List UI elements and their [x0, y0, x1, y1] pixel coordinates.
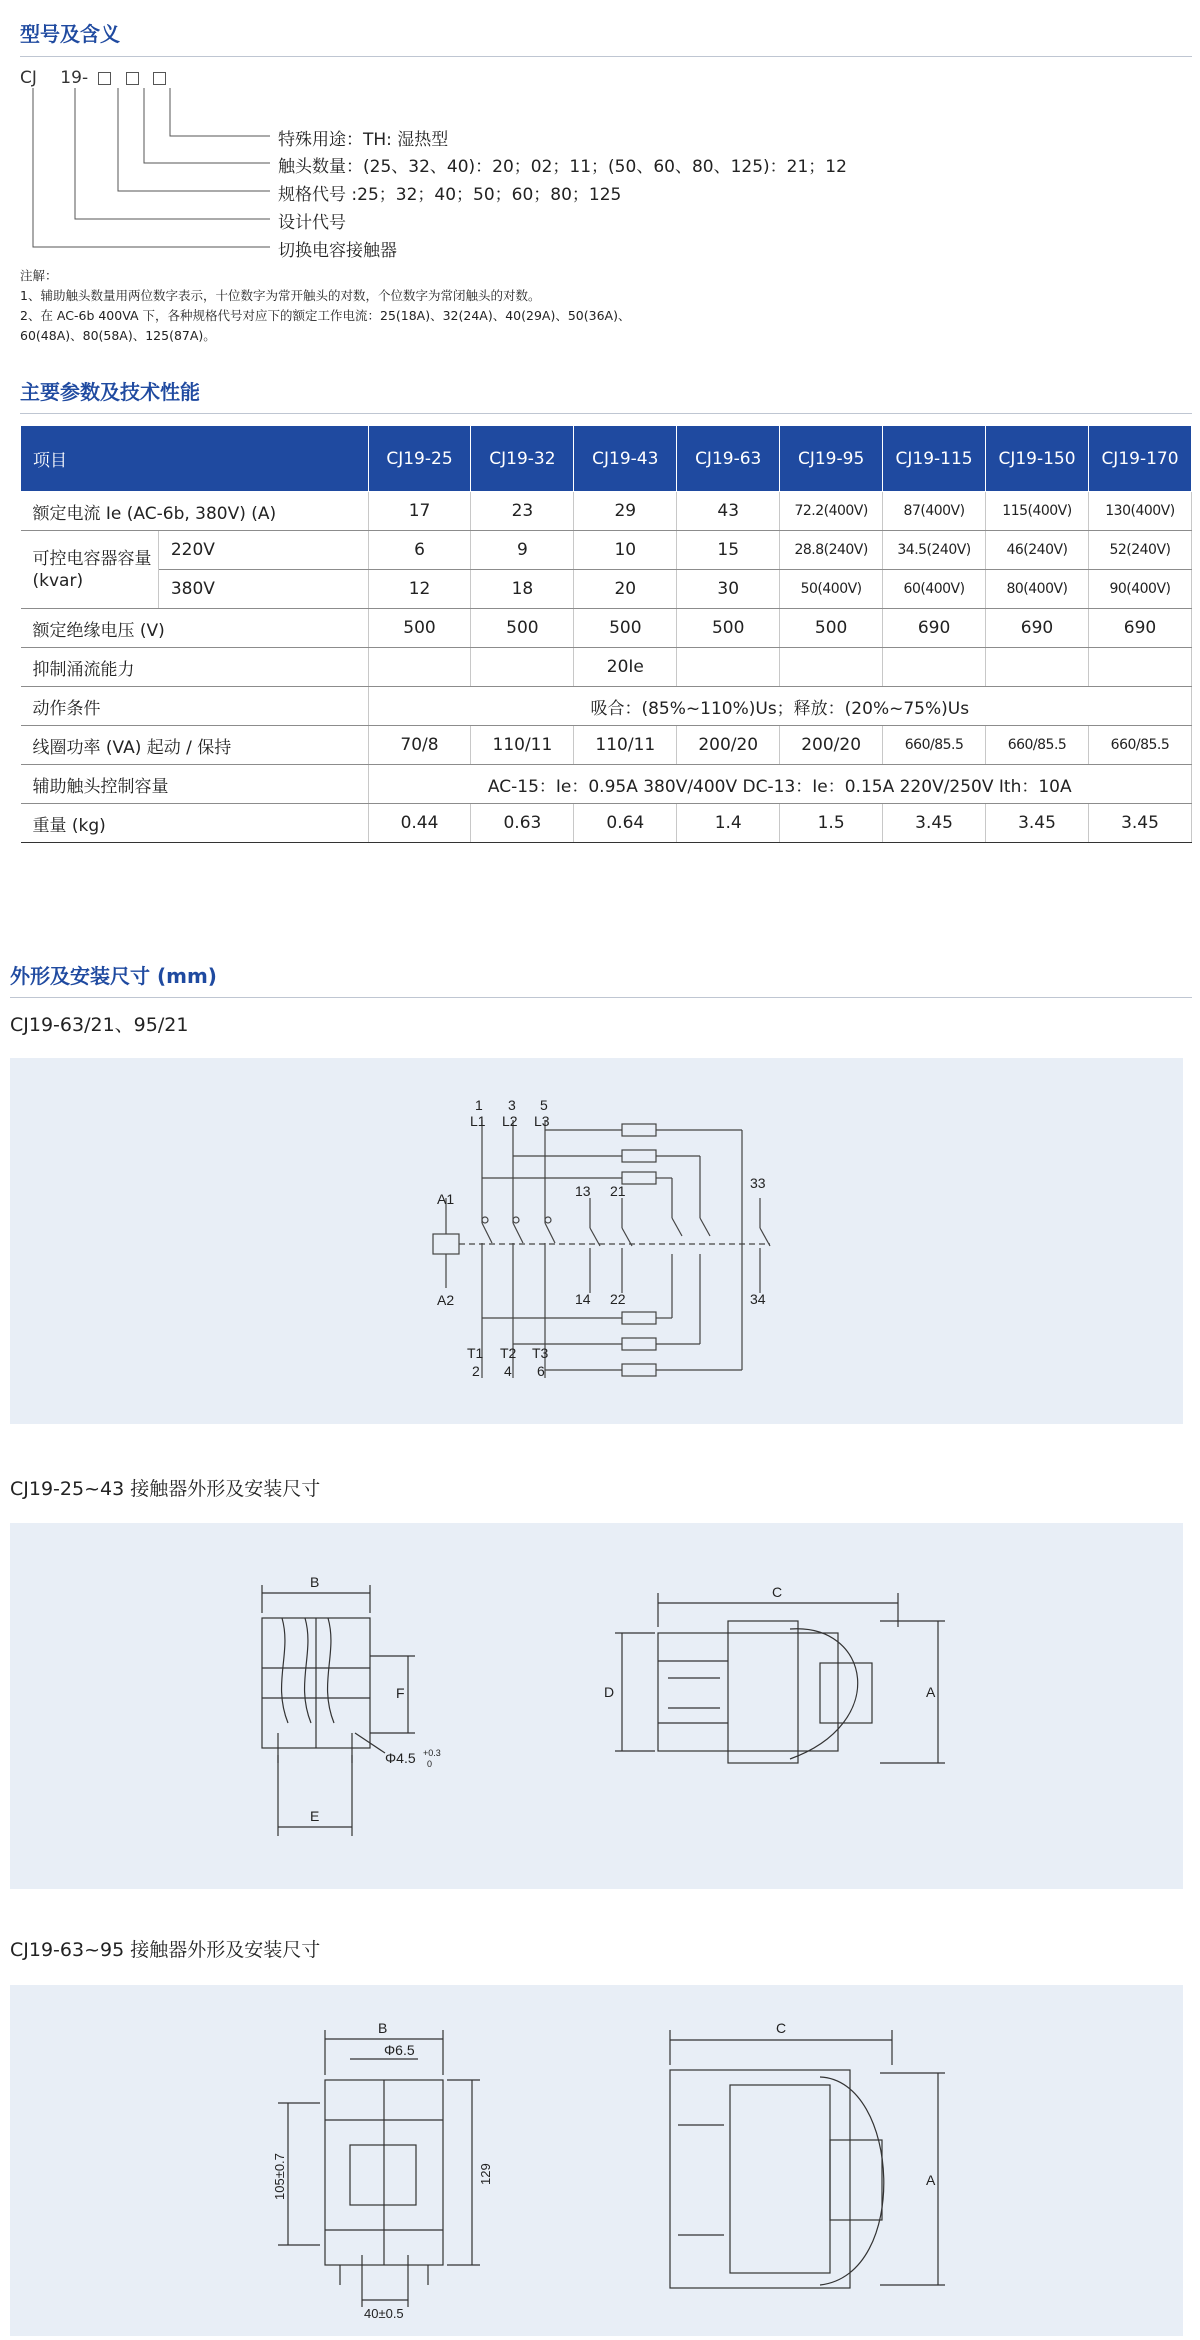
note-1: 1、辅助触头数量用两位数字表示，十位数字为常开触头的对数，个位数字为常闭触头的对数。: [20, 288, 541, 303]
table-row-action: [21, 687, 1192, 726]
coil-a2: A2: [437, 1292, 455, 1308]
table-cell: [883, 648, 986, 687]
subtitle-circuit: CJ19-63/21、95/21: [10, 1014, 189, 1036]
table-cell: 60(400V): [883, 570, 986, 609]
terminal-t3: T3: [532, 1345, 549, 1361]
circuit-panel: [10, 1058, 1183, 1424]
dim-b: B: [310, 1574, 320, 1590]
table-cell: 1.5: [780, 804, 883, 843]
line-l3: L3: [534, 1113, 550, 1129]
table-cell: 200/20: [780, 726, 883, 765]
table-cell: 12: [368, 570, 471, 609]
model-dash: -: [81, 68, 89, 88]
table-cell: 660/85.5: [1088, 726, 1191, 765]
table-cell: 690: [986, 609, 1089, 648]
subtitle-dims-63-95: CJ19-63~95 接触器外形及安装尺寸: [10, 1939, 321, 1961]
table-cell: 500: [368, 609, 471, 648]
table-cell: [677, 648, 780, 687]
table-cell: 3.45: [986, 804, 1089, 843]
dim-tol-low: 0: [427, 1759, 433, 1769]
capacity-unit: (kvar): [32, 570, 84, 591]
dimension-panel-2: [10, 1985, 1183, 2336]
table-cell: 1.4: [677, 804, 780, 843]
dim-c: C: [776, 2020, 787, 2036]
table-cell-merged: AC-15：Ie：0.95A 380V/400V DC-13：Ie：0.15A 220V/250V Ith：10A: [368, 765, 1191, 804]
table-cell: 0.64: [574, 804, 677, 843]
note-2-cont: 60(48A)、80(58A)、125(87A)。: [20, 328, 216, 343]
table-cell: 46(240V): [986, 531, 1089, 570]
table-cell: 30: [677, 570, 780, 609]
header-model: CJ19-43: [574, 426, 677, 492]
table-row-current: [21, 492, 1192, 531]
row-label-capacity: [21, 531, 159, 609]
dim-c: C: [772, 1584, 783, 1600]
table-cell: 10: [574, 531, 677, 570]
table-row-surge: [21, 648, 1192, 687]
model-series: 19: [60, 68, 82, 88]
table-cell: [368, 648, 471, 687]
table-cell: 690: [1088, 609, 1191, 648]
table-row-capacity-380: [21, 570, 1192, 609]
aux-34: 34: [750, 1291, 766, 1307]
table-cell: 3.45: [883, 804, 986, 843]
terminal-t1: T1: [467, 1345, 484, 1361]
terminal-4: 4: [504, 1363, 512, 1379]
row-label: 重量 (kg): [21, 804, 369, 843]
header-model: CJ19-150: [986, 426, 1089, 492]
table-cell: [1088, 648, 1191, 687]
table-row-weight: [21, 804, 1192, 843]
aux-21: 21: [610, 1183, 626, 1199]
table-cell: 6: [368, 531, 471, 570]
model-prefix: CJ: [20, 68, 37, 88]
table-cell: 500: [574, 609, 677, 648]
section-title-params: 主要参数及技术性能: [20, 380, 200, 404]
table-cell: 17: [368, 492, 471, 531]
header-model: CJ19-63: [677, 426, 780, 492]
row-label: 额定绝缘电压 (V): [21, 609, 369, 648]
table-cell: 660/85.5: [883, 726, 986, 765]
table-cell: 500: [677, 609, 780, 648]
table-cell: 9: [471, 531, 574, 570]
table-cell: 18: [471, 570, 574, 609]
table-cell: 110/11: [471, 726, 574, 765]
table-cell: 34.5(240V): [883, 531, 986, 570]
dimension-drawing-2: [10, 1985, 1183, 2336]
dim-f: F: [396, 1685, 405, 1701]
spec-table: [20, 425, 1192, 843]
terminal-1: 1: [475, 1097, 483, 1113]
dim-a: A: [926, 2172, 936, 2188]
aux-14: 14: [575, 1291, 591, 1307]
legend-contact-count: 触头数量：(25、32、40)：20；02；11；(50、60、80、125)：21；12: [278, 157, 847, 177]
dimension-drawing-1: [10, 1523, 1183, 1889]
section-divider: [20, 413, 1192, 414]
table-cell-merged: 吸合：(85%~110%)Us；释放：(20%~75%)Us: [368, 687, 1191, 726]
table-cell: 28.8(240V): [780, 531, 883, 570]
dim-b: B: [378, 2020, 388, 2036]
aux-13: 13: [575, 1183, 591, 1199]
table-header-row: [21, 426, 1192, 492]
header-model: CJ19-95: [780, 426, 883, 492]
row-label: 线圈功率 (VA) 起动 / 保持: [21, 726, 369, 765]
model-leader-lines: [0, 0, 300, 260]
notes-heading: 注解：: [20, 268, 58, 283]
row-label: 抑制涌流能力: [21, 648, 369, 687]
terminal-t2: T2: [500, 1345, 517, 1361]
table-cell: 500: [780, 609, 883, 648]
terminal-2: 2: [472, 1363, 480, 1379]
subtitle-dims-25-43: CJ19-25~43 接触器外形及安装尺寸: [10, 1478, 321, 1500]
table-cell: 80(400V): [986, 570, 1089, 609]
table-row-coil: [21, 726, 1192, 765]
table-cell: 23: [471, 492, 574, 531]
coil-a1: A1: [437, 1191, 455, 1207]
table-cell: 15: [677, 531, 780, 570]
terminal-6: 6: [537, 1363, 545, 1379]
table-cell: [780, 648, 883, 687]
table-cell: 72.2(400V): [780, 492, 883, 531]
circuit-diagram: [10, 1058, 1183, 1424]
table-cell: 90(400V): [1088, 570, 1191, 609]
table-cell: 87(400V): [883, 492, 986, 531]
table-cell: 52(240V): [1088, 531, 1191, 570]
table-cell: 130(400V): [1088, 492, 1191, 531]
legend-product-name: 切换电容接触器: [278, 241, 397, 261]
header-model: CJ19-115: [883, 426, 986, 492]
capacity-label: 可控电容器容量: [32, 548, 152, 569]
dim-hole: Φ4.5: [385, 1750, 416, 1766]
table-cell: 660/85.5: [986, 726, 1089, 765]
header-model: CJ19-170: [1088, 426, 1191, 492]
header-item: 项目: [21, 426, 369, 492]
dim-129: 129: [478, 2163, 493, 2185]
table-cell: 3.45: [1088, 804, 1191, 843]
dim-e: E: [310, 1808, 320, 1824]
dim-hole: Φ6.5: [384, 2042, 415, 2058]
table-cell: [986, 648, 1089, 687]
dim-d: D: [604, 1684, 615, 1700]
notes-block: [20, 266, 630, 346]
row-label: 动作条件: [21, 687, 369, 726]
dimension-panel-1: [10, 1523, 1183, 1889]
dim-a: A: [926, 1684, 936, 1700]
table-cell: 29: [574, 492, 677, 531]
table-cell: 115(400V): [986, 492, 1089, 531]
header-model: CJ19-25: [368, 426, 471, 492]
table-cell: 70/8: [368, 726, 471, 765]
table-cell: 690: [883, 609, 986, 648]
legend-spec-code: 规格代号 :25；32；40；50；60；80；125: [278, 185, 622, 205]
row-sublabel: 380V: [158, 570, 368, 609]
table-cell: [471, 648, 574, 687]
legend-special-use: 特殊用途：TH: 湿热型: [278, 130, 449, 150]
section-divider: [10, 997, 1192, 998]
table-row-aux: [21, 765, 1192, 804]
table-cell: 50(400V): [780, 570, 883, 609]
line-l2: L2: [502, 1113, 518, 1129]
row-sublabel: 220V: [158, 531, 368, 570]
row-label: 辅助触头控制容量: [21, 765, 369, 804]
table-row-capacity-220: [21, 531, 1192, 570]
table-cell: 20: [574, 570, 677, 609]
table-cell: 110/11: [574, 726, 677, 765]
terminal-5: 5: [540, 1097, 548, 1113]
table-cell: 0.44: [368, 804, 471, 843]
note-2: 2、在 AC-6b 400VA 下，各种规格代号对应下的额定工作电流：25(18A)、32(24A)、40(29A)、50(36A)、: [20, 308, 631, 323]
line-l1: L1: [470, 1113, 486, 1129]
table-cell: 0.63: [471, 804, 574, 843]
section-title-model: 型号及含义: [20, 22, 120, 46]
legend-design-code: 设计代号: [278, 213, 346, 233]
terminal-3: 3: [508, 1097, 516, 1113]
aux-22: 22: [610, 1291, 626, 1307]
table-cell: 500: [471, 609, 574, 648]
table-cell: 200/20: [677, 726, 780, 765]
dim-width: 40±0.5: [364, 2306, 404, 2321]
section-title-dimensions: 外形及安装尺寸 (mm): [10, 964, 217, 988]
table-cell: 43: [677, 492, 780, 531]
row-label: 额定电流 Ie (AC-6b, 380V) (A): [21, 492, 369, 531]
header-model: CJ19-32: [471, 426, 574, 492]
dim-height: 105±0.7: [272, 2153, 287, 2200]
dim-tol-up: +0.3: [423, 1748, 441, 1758]
table-row-insulation: [21, 609, 1192, 648]
aux-33: 33: [750, 1175, 766, 1191]
table-cell: 20Ie: [574, 648, 677, 687]
